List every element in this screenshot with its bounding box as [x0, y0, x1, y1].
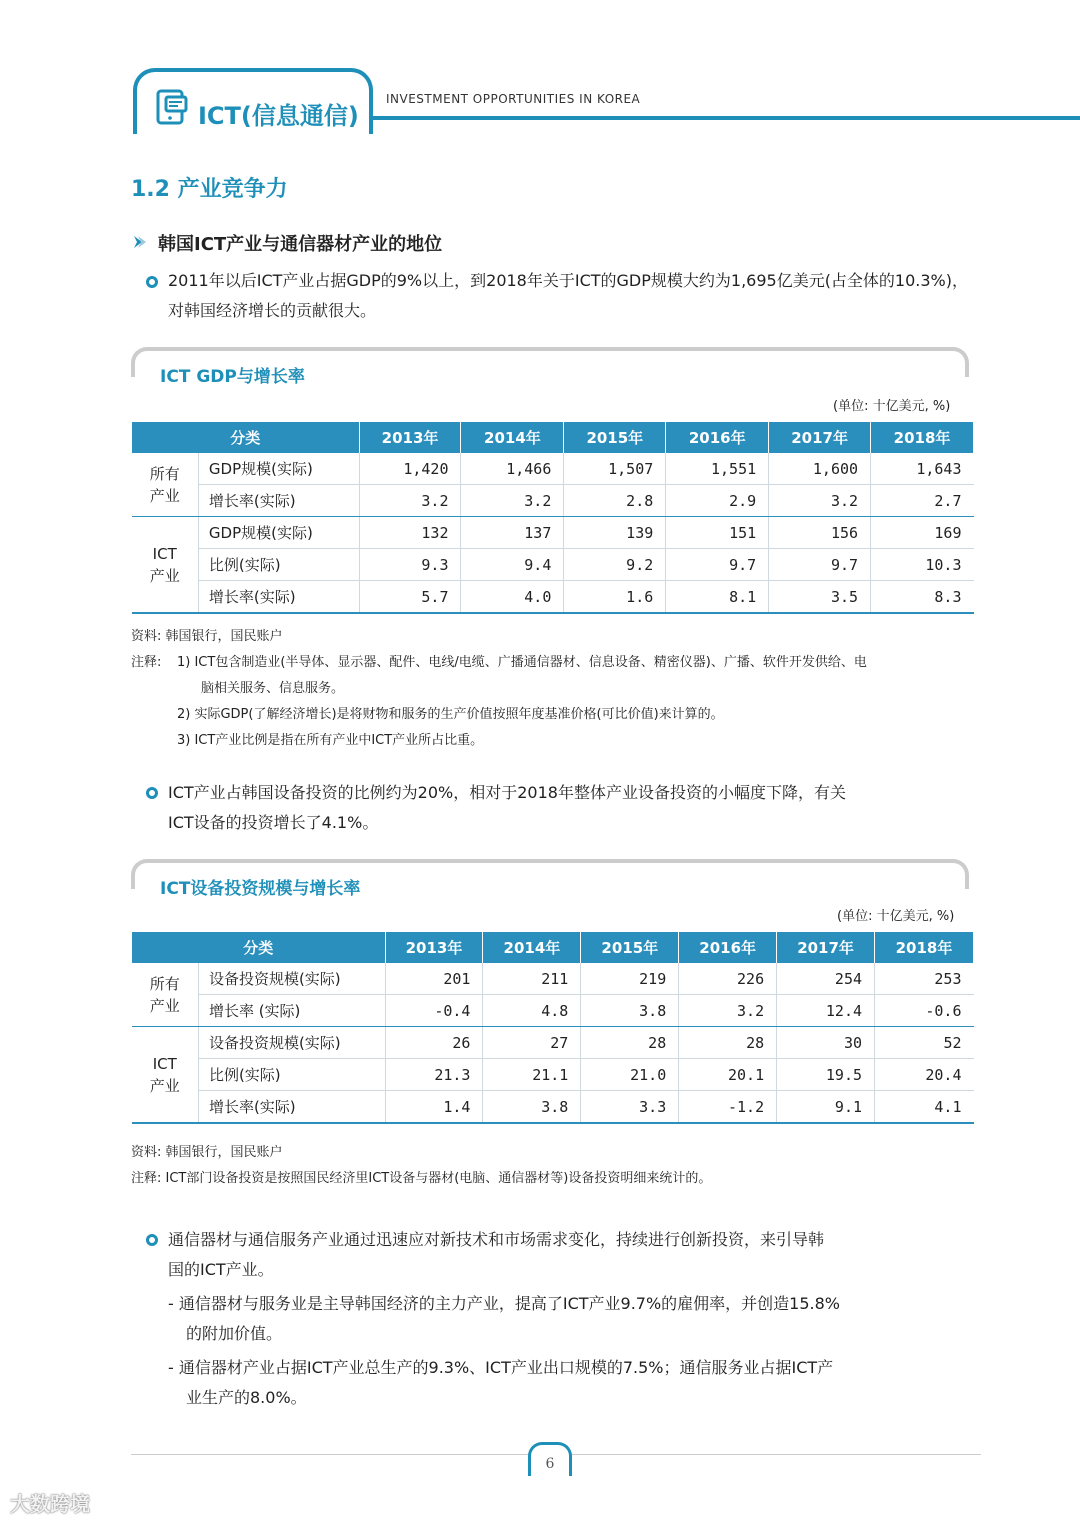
table1-note-3: 3) ICT产业比例是指在所有产业中ICT产业所占比重。	[177, 733, 484, 748]
table1-header-year: 2015年	[564, 422, 666, 453]
cell: 4.0	[461, 581, 564, 614]
row-label: 设备投资规模(实际)	[198, 1027, 385, 1059]
cell: 156	[769, 517, 871, 549]
cell: 137	[461, 517, 564, 549]
table1-header-year: 2016年	[666, 422, 769, 453]
cell: 3.2	[461, 485, 564, 517]
group-label: 所有 产业	[132, 453, 199, 517]
group-label: ICT 产业	[132, 1027, 199, 1124]
cell: 1.4	[385, 1091, 483, 1124]
table1-header-year: 2013年	[359, 422, 461, 453]
cell: 20.1	[679, 1059, 777, 1091]
tablet-icon	[156, 89, 190, 127]
cell: 5.7	[359, 581, 461, 614]
cell: 1,600	[769, 453, 871, 485]
header-title: ICT(信息通信)	[198, 102, 359, 130]
cell: 254	[777, 963, 875, 995]
bullet-icon	[146, 1234, 158, 1246]
cell: 3.8	[483, 1091, 581, 1124]
cell: 30	[777, 1027, 875, 1059]
para1-line2: 对韩国经济增长的贡献很大。	[168, 301, 377, 320]
table2-header-year: 2017年	[777, 932, 875, 963]
header-subtitle: INVESTMENT OPPORTUNITIES IN KOREA	[386, 92, 641, 106]
table1-header-year: 2014年	[461, 422, 564, 453]
cell: 9.7	[769, 549, 871, 581]
table2-header-year: 2013年	[385, 932, 483, 963]
cell: 10.3	[871, 549, 974, 581]
cell: 169	[871, 517, 974, 549]
table-row	[132, 1091, 974, 1124]
para3-line1: 通信器材与通信服务产业通过迅速应对新技术和市场需求变化，持续进行创新投资，来引导韩	[168, 1230, 825, 1249]
cell: 12.4	[777, 995, 875, 1027]
table1-header-year: 2017年	[769, 422, 871, 453]
table1-title: ICT GDP与增长率	[160, 367, 305, 387]
table1-source: 资料: 韩国银行，国民账户	[131, 629, 283, 644]
para2-line1: ICT产业占韩国设备投资的比例约为20%，相对于2018年整体产业设备投资的小幅度下降，有关	[168, 783, 846, 802]
table2-header-category: 分类	[132, 932, 386, 963]
table2-header-year: 2016年	[679, 932, 777, 963]
row-label: GDP规模(实际)	[198, 517, 359, 549]
para3-dash2-line2: 业生产的8.0%。	[186, 1388, 307, 1407]
table-row	[132, 453, 974, 485]
cell: 1,507	[564, 453, 666, 485]
table-row	[132, 1059, 974, 1091]
cell: 9.1	[777, 1091, 875, 1124]
page-number-tab	[528, 1442, 572, 1476]
cell: 1,466	[461, 453, 564, 485]
cell: 9.2	[564, 549, 666, 581]
cell: 26	[385, 1027, 483, 1059]
row-label: 设备投资规模(实际)	[198, 963, 385, 995]
cell: 226	[679, 963, 777, 995]
cell: 219	[581, 963, 679, 995]
para3-dash1-line2: 的附加价值。	[186, 1324, 283, 1343]
cell: 9.4	[461, 549, 564, 581]
table1-header-category: 分类	[132, 422, 360, 453]
table-row	[132, 581, 974, 614]
para3-line2: 国的ICT产业。	[168, 1260, 274, 1279]
cell: 151	[666, 517, 769, 549]
cell: 52	[875, 1027, 974, 1059]
cell: 8.3	[871, 581, 974, 614]
cell: 19.5	[777, 1059, 875, 1091]
cell: 21.3	[385, 1059, 483, 1091]
table-row	[132, 995, 974, 1027]
row-label: 增长率(实际)	[198, 581, 359, 614]
cell: -0.6	[875, 995, 974, 1027]
cell: 3.2	[359, 485, 461, 517]
cell: 3.2	[769, 485, 871, 517]
table-row	[132, 1027, 974, 1059]
cell: 21.0	[581, 1059, 679, 1091]
cell: 4.8	[483, 995, 581, 1027]
table2	[131, 932, 974, 1124]
page-number: 6	[545, 1456, 555, 1472]
table1-note-1b: 脑相关服务、信息服务。	[201, 681, 345, 696]
table-row	[132, 485, 974, 517]
cell: 1,420	[359, 453, 461, 485]
table1-note-prefix: 注释:	[131, 655, 162, 670]
watermark: 大数跨境	[10, 1492, 90, 1516]
cell: 28	[679, 1027, 777, 1059]
section-title: 1.2 产业竞争力	[131, 177, 288, 202]
table2-header-row	[132, 932, 974, 963]
cell: 132	[359, 517, 461, 549]
table2-title: ICT设备投资规模与增长率	[160, 879, 361, 899]
row-label: 比例(实际)	[198, 549, 359, 581]
table1-note-1a: 1) ICT包含制造业(半导体、显示器、配件、电线/电缆、广播通信器材、信息设备、精密仪器)、广播、软件开发供给、电	[177, 655, 867, 670]
cell: 2.9	[666, 485, 769, 517]
table2-unit: (单位: 十亿美元, %)	[837, 909, 955, 924]
table1	[131, 422, 974, 614]
bullet-icon	[146, 787, 158, 799]
cell: 27	[483, 1027, 581, 1059]
table-row	[132, 963, 974, 995]
row-label: 增长率(实际)	[198, 485, 359, 517]
group-label: ICT 产业	[132, 517, 199, 614]
cell: 1,643	[871, 453, 974, 485]
cell: 253	[875, 963, 974, 995]
chevron-right-icon	[131, 234, 147, 250]
cell: 28	[581, 1027, 679, 1059]
table-row	[132, 549, 974, 581]
cell: 9.3	[359, 549, 461, 581]
cell: 21.1	[483, 1059, 581, 1091]
cell: 3.8	[581, 995, 679, 1027]
subsection-title: 韩国ICT产业与通信器材产业的地位	[158, 234, 443, 255]
cell: 4.1	[875, 1091, 974, 1124]
row-label: 增长率 (实际)	[198, 995, 385, 1027]
cell: 2.8	[564, 485, 666, 517]
group-label: 所有 产业	[132, 963, 199, 1027]
cell: 3.5	[769, 581, 871, 614]
header-rule	[365, 116, 1080, 120]
table2-header-year: 2014年	[483, 932, 581, 963]
para2-line2: ICT设备的投资增长了4.1%。	[168, 813, 379, 832]
para3-dash2-line1: - 通信器材产业占据ICT产业总生产的9.3%、ICT产业出口规模的7.5%；通信服务业占据ICT产	[168, 1358, 834, 1377]
cell: -0.4	[385, 995, 483, 1027]
bullet-icon	[146, 276, 158, 288]
cell: 139	[564, 517, 666, 549]
cell: 211	[483, 963, 581, 995]
table1-unit: (单位: 十亿美元, %)	[833, 399, 951, 414]
cell: 3.3	[581, 1091, 679, 1124]
table1-note-2: 2) 实际GDP(了解经济增长)是将财物和服务的生产价值按照年度基准价格(可比价值)来计算的。	[177, 707, 724, 722]
para1-line1: 2011年以后ICT产业占据GDP的9%以上，到2018年关于ICT的GDP规模大约为1,695亿美元(占全体的10.3%)，	[168, 271, 969, 290]
para3-dash1-line1: - 通信器材与服务业是主导韩国经济的主力产业，提高了ICT产业9.7%的雇佣率，并创造15.8%	[168, 1294, 841, 1313]
cell: 1.6	[564, 581, 666, 614]
table2-source: 资料: 韩国银行，国民账户	[131, 1145, 283, 1160]
cell: 2.7	[871, 485, 974, 517]
cell: 1,551	[666, 453, 769, 485]
table2-note: 注释: ICT部门设备投资是按照国民经济里ICT设备与器材(电脑、通信器材等)设备投资明细来统计的。	[131, 1171, 712, 1186]
cell: 9.7	[666, 549, 769, 581]
cell: -1.2	[679, 1091, 777, 1124]
table1-header-row	[132, 422, 974, 453]
cell: 20.4	[875, 1059, 974, 1091]
table1-header-year: 2018年	[871, 422, 974, 453]
cell: 201	[385, 963, 483, 995]
row-label: 比例(实际)	[198, 1059, 385, 1091]
row-label: GDP规模(实际)	[198, 453, 359, 485]
row-label: 增长率(实际)	[198, 1091, 385, 1124]
table2-header-year: 2018年	[875, 932, 974, 963]
table-row	[132, 517, 974, 549]
cell: 3.2	[679, 995, 777, 1027]
cell: 8.1	[666, 581, 769, 614]
table2-header-year: 2015年	[581, 932, 679, 963]
